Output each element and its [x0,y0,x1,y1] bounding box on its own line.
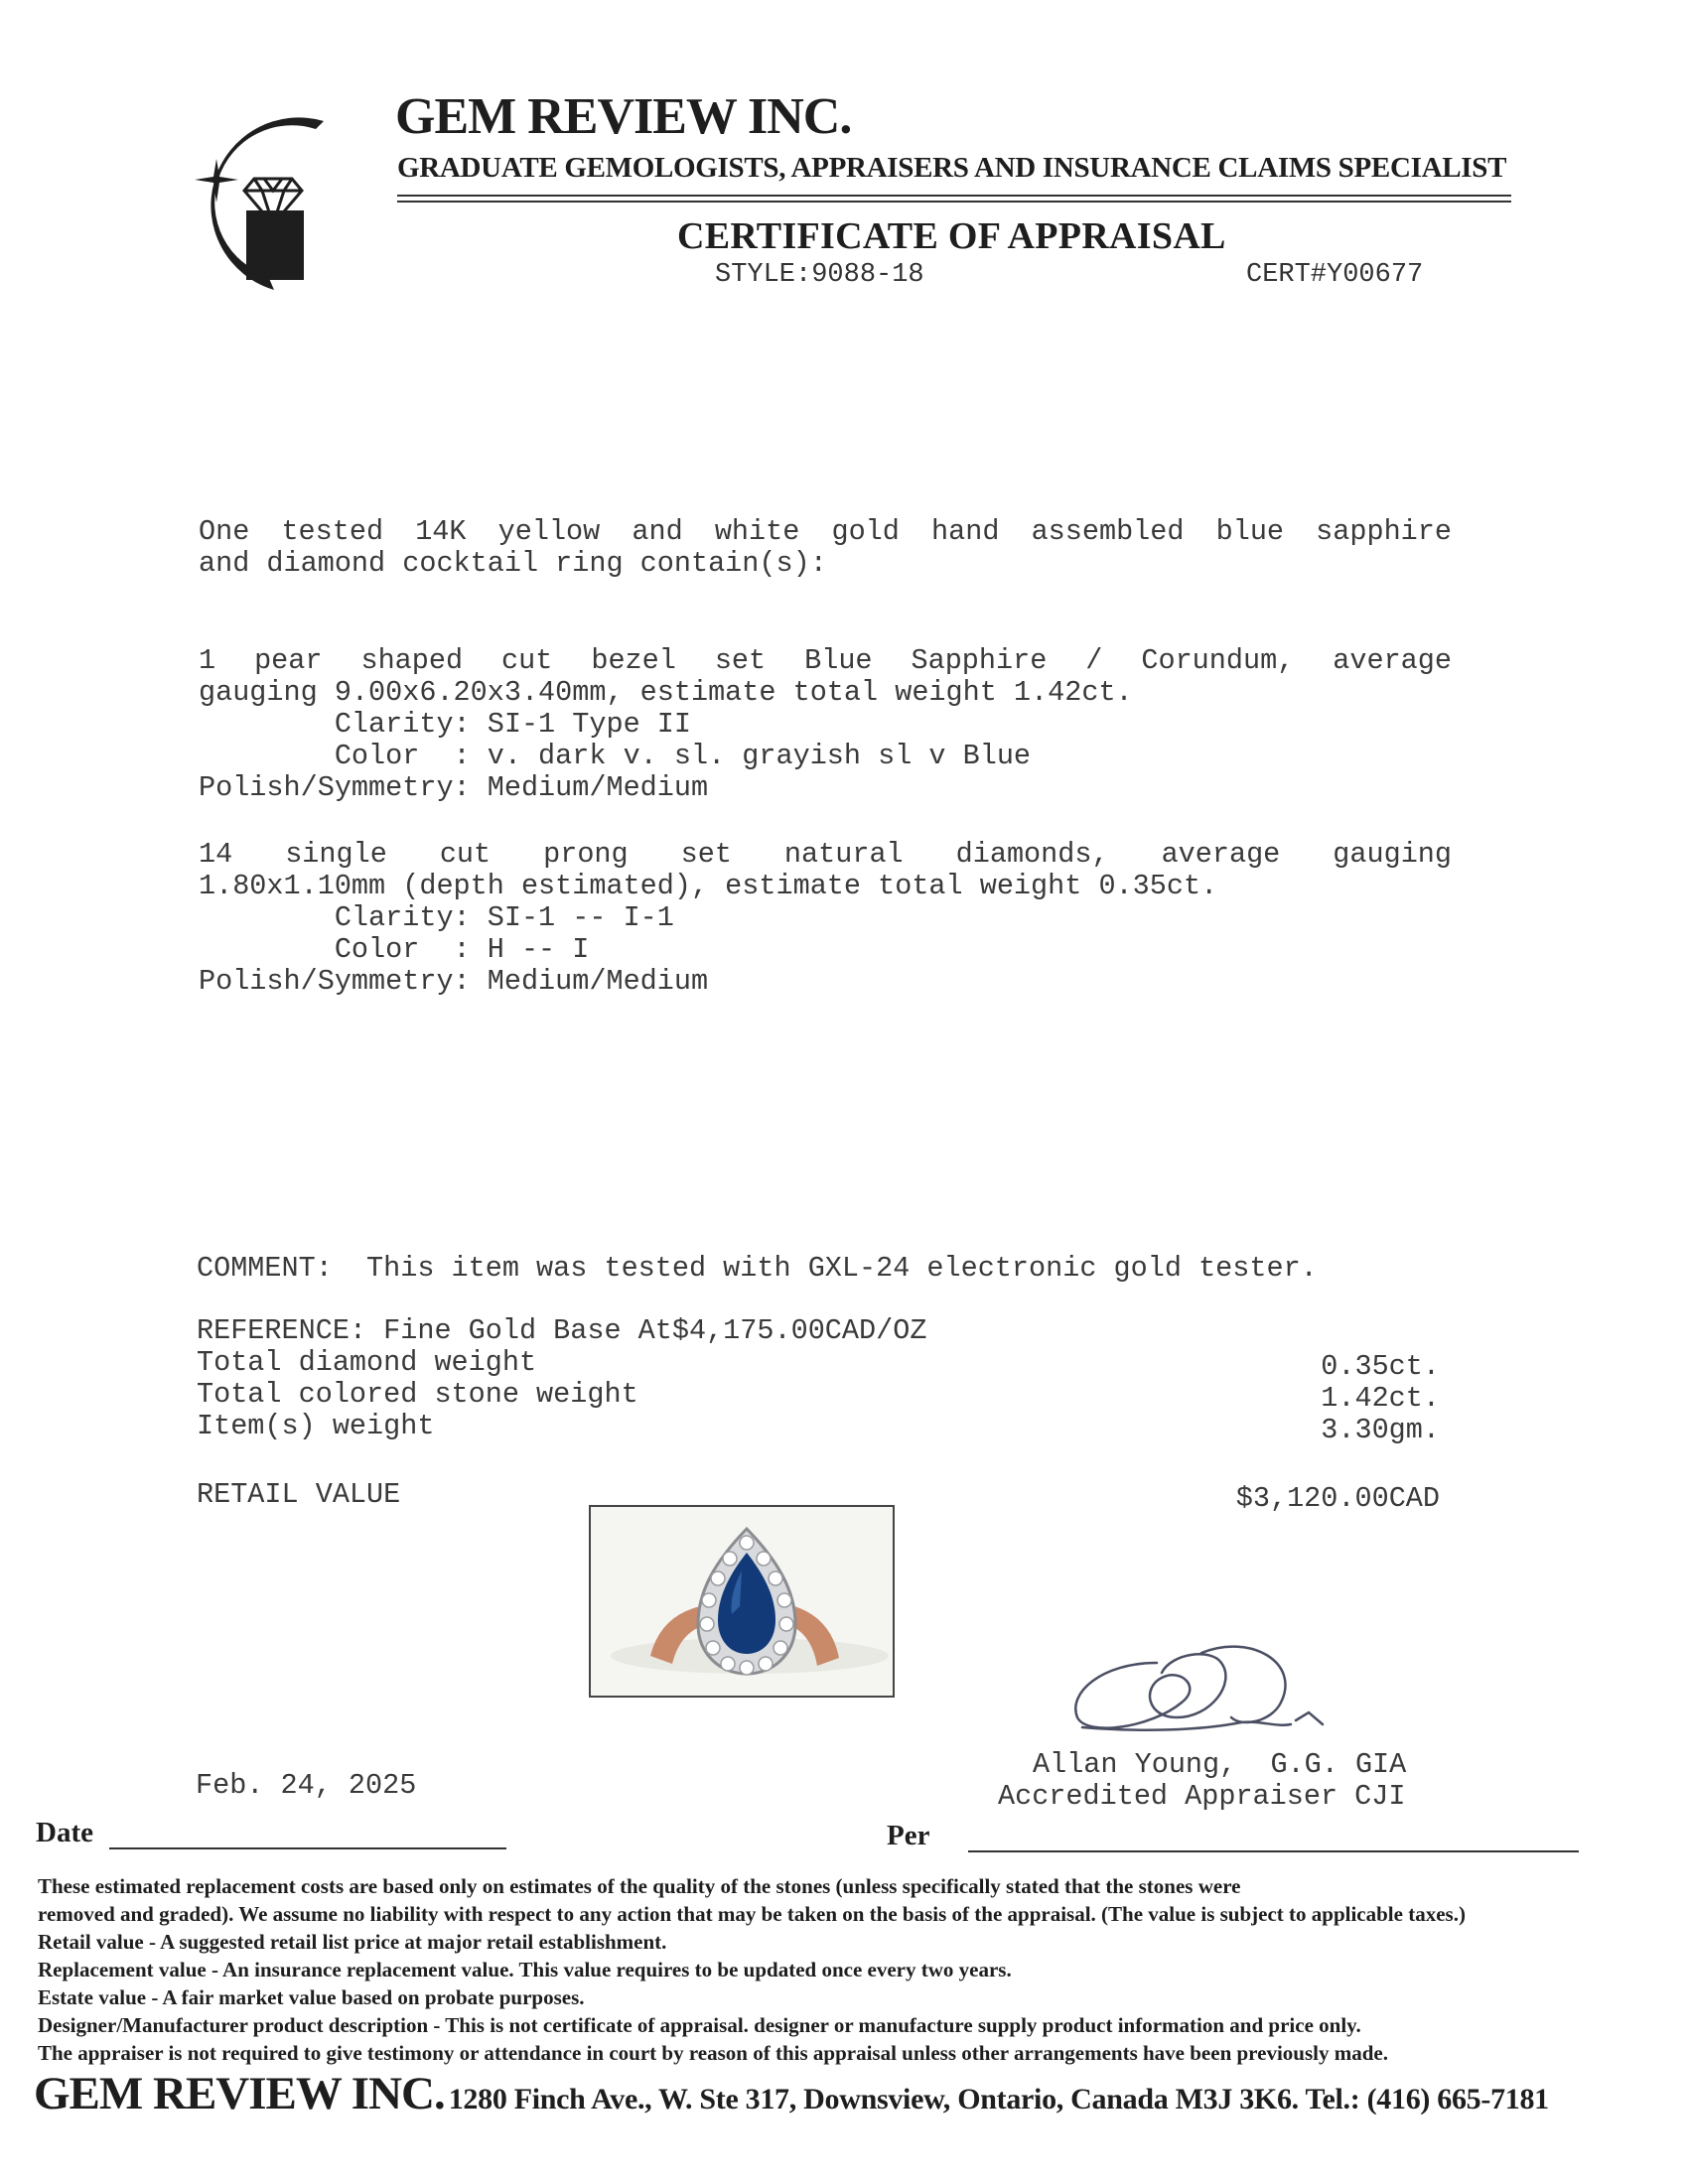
header-rule-top [397,195,1511,197]
footer-address: 1280 Finch Ave., W. Ste 317, Downsview, Ontario, Canada M3J 3K6. Tel.: (416) 665-7181 [448,2083,1549,2116]
per-underline [968,1850,1579,1852]
stone-2-color: Color : H -- I [199,933,590,966]
certificate-title: CERTIFICATE OF APPRAISAL [677,215,1226,257]
stone-1-line-1: 1 pear shaped cut bezel set Blue Sapphire / Corundum, average [199,644,1452,677]
company-name: GEM REVIEW INC. [395,88,852,145]
style-number: STYLE:9088-18 [715,260,924,290]
description-line-1: One tested 14K yellow and white gold hand assembled blue sapphire [199,515,1452,548]
disclaimer-line-6: Designer/Manufacturer product description - This is not certificate of appraisal. designer or manufacture supply product information and price only. [38,2013,1361,2037]
appraiser-signature [1062,1633,1360,1752]
header-rule-bottom [397,201,1511,203]
weight-value-item: 3.30gm. [1321,1414,1440,1446]
comment-line: COMMENT: This item was tested with GXL-24 electronic gold tester. [197,1252,1318,1285]
appraiser-name: Allan Young, G.G. GIA [1033,1748,1407,1781]
disclaimer-line-1: These estimated replacement costs are based only on estimates of the quality of the stones (unless specifically stated that the stones were [38,1874,1241,1898]
disclaimer-line-4: Replacement value - An insurance replacement value. This value requires to be updated once every two years. [38,1958,1012,1981]
certificate-number: CERT#Y00677 [1246,260,1424,290]
description-line-2: and diamond cocktail ring contain(s): [199,547,827,580]
stone-2-clarity: Clarity: SI-1 -- I-1 [199,901,674,934]
weight-label-colored-stone: Total colored stone weight [197,1378,638,1411]
stone-1-color: Color : v. dark v. sl. grayish sl v Blue [199,740,1032,772]
disclaimer-line-2: removed and graded). We assume no liability with respect to any action that may be taken on the basis of the appraisal. (The value is subject to applicable taxes.) [38,1902,1466,1926]
retail-value-amount: $3,120.00CAD [1235,1482,1440,1515]
disclaimer-line-7: The appraiser is not required to give testimony or attendance in court by reason of this appraisal unless other arrangements have been previously made. [38,2041,1388,2065]
disclaimer-line-5: Estate value - A fair market value based on probate purposes. [38,1985,585,2009]
retail-value-label: RETAIL VALUE [197,1478,401,1511]
stone-1-line-2: gauging 9.00x6.20x3.40mm, estimate total weight 1.42ct. [199,676,1133,709]
date-label: Date [36,1817,93,1848]
stone-1-polish: Polish/Symmetry: Medium/Medium [199,771,709,804]
stone-2-polish: Polish/Symmetry: Medium/Medium [199,965,709,998]
footer-address-block [34,2067,1549,2120]
per-label: Per [887,1820,930,1851]
ring-photo [589,1505,895,1698]
appraiser-title: Accredited Appraiser CJI [998,1780,1406,1813]
weight-label-diamond: Total diamond weight [197,1346,537,1379]
weight-value-colored-stone: 1.42ct. [1321,1382,1440,1415]
company-logo [147,99,336,298]
stone-2-line-2: 1.80x1.10mm (depth estimated), estimate total weight 0.35ct. [199,870,1218,902]
disclaimer-line-3: Retail value - A suggested retail list price at major retail establishment. [38,1930,667,1954]
appraisal-date: Feb. 24, 2025 [196,1769,417,1802]
footer-company-name: GEM REVIEW INC. [34,2068,445,2119]
reference-line: REFERENCE: Fine Gold Base At$4,175.00CAD/OZ [197,1314,927,1347]
stone-2-line-1: 14 single cut prong set natural diamonds, average gauging [199,838,1452,871]
stone-1-clarity: Clarity: SI-1 Type II [199,708,691,741]
date-underline [109,1847,506,1849]
weight-label-item: Item(s) weight [197,1410,435,1442]
company-tagline: GRADUATE GEMOLOGISTS, APPRAISERS AND INSURANCE CLAIMS SPECIALIST [397,152,1507,184]
weight-value-diamond: 0.35ct. [1321,1350,1440,1383]
